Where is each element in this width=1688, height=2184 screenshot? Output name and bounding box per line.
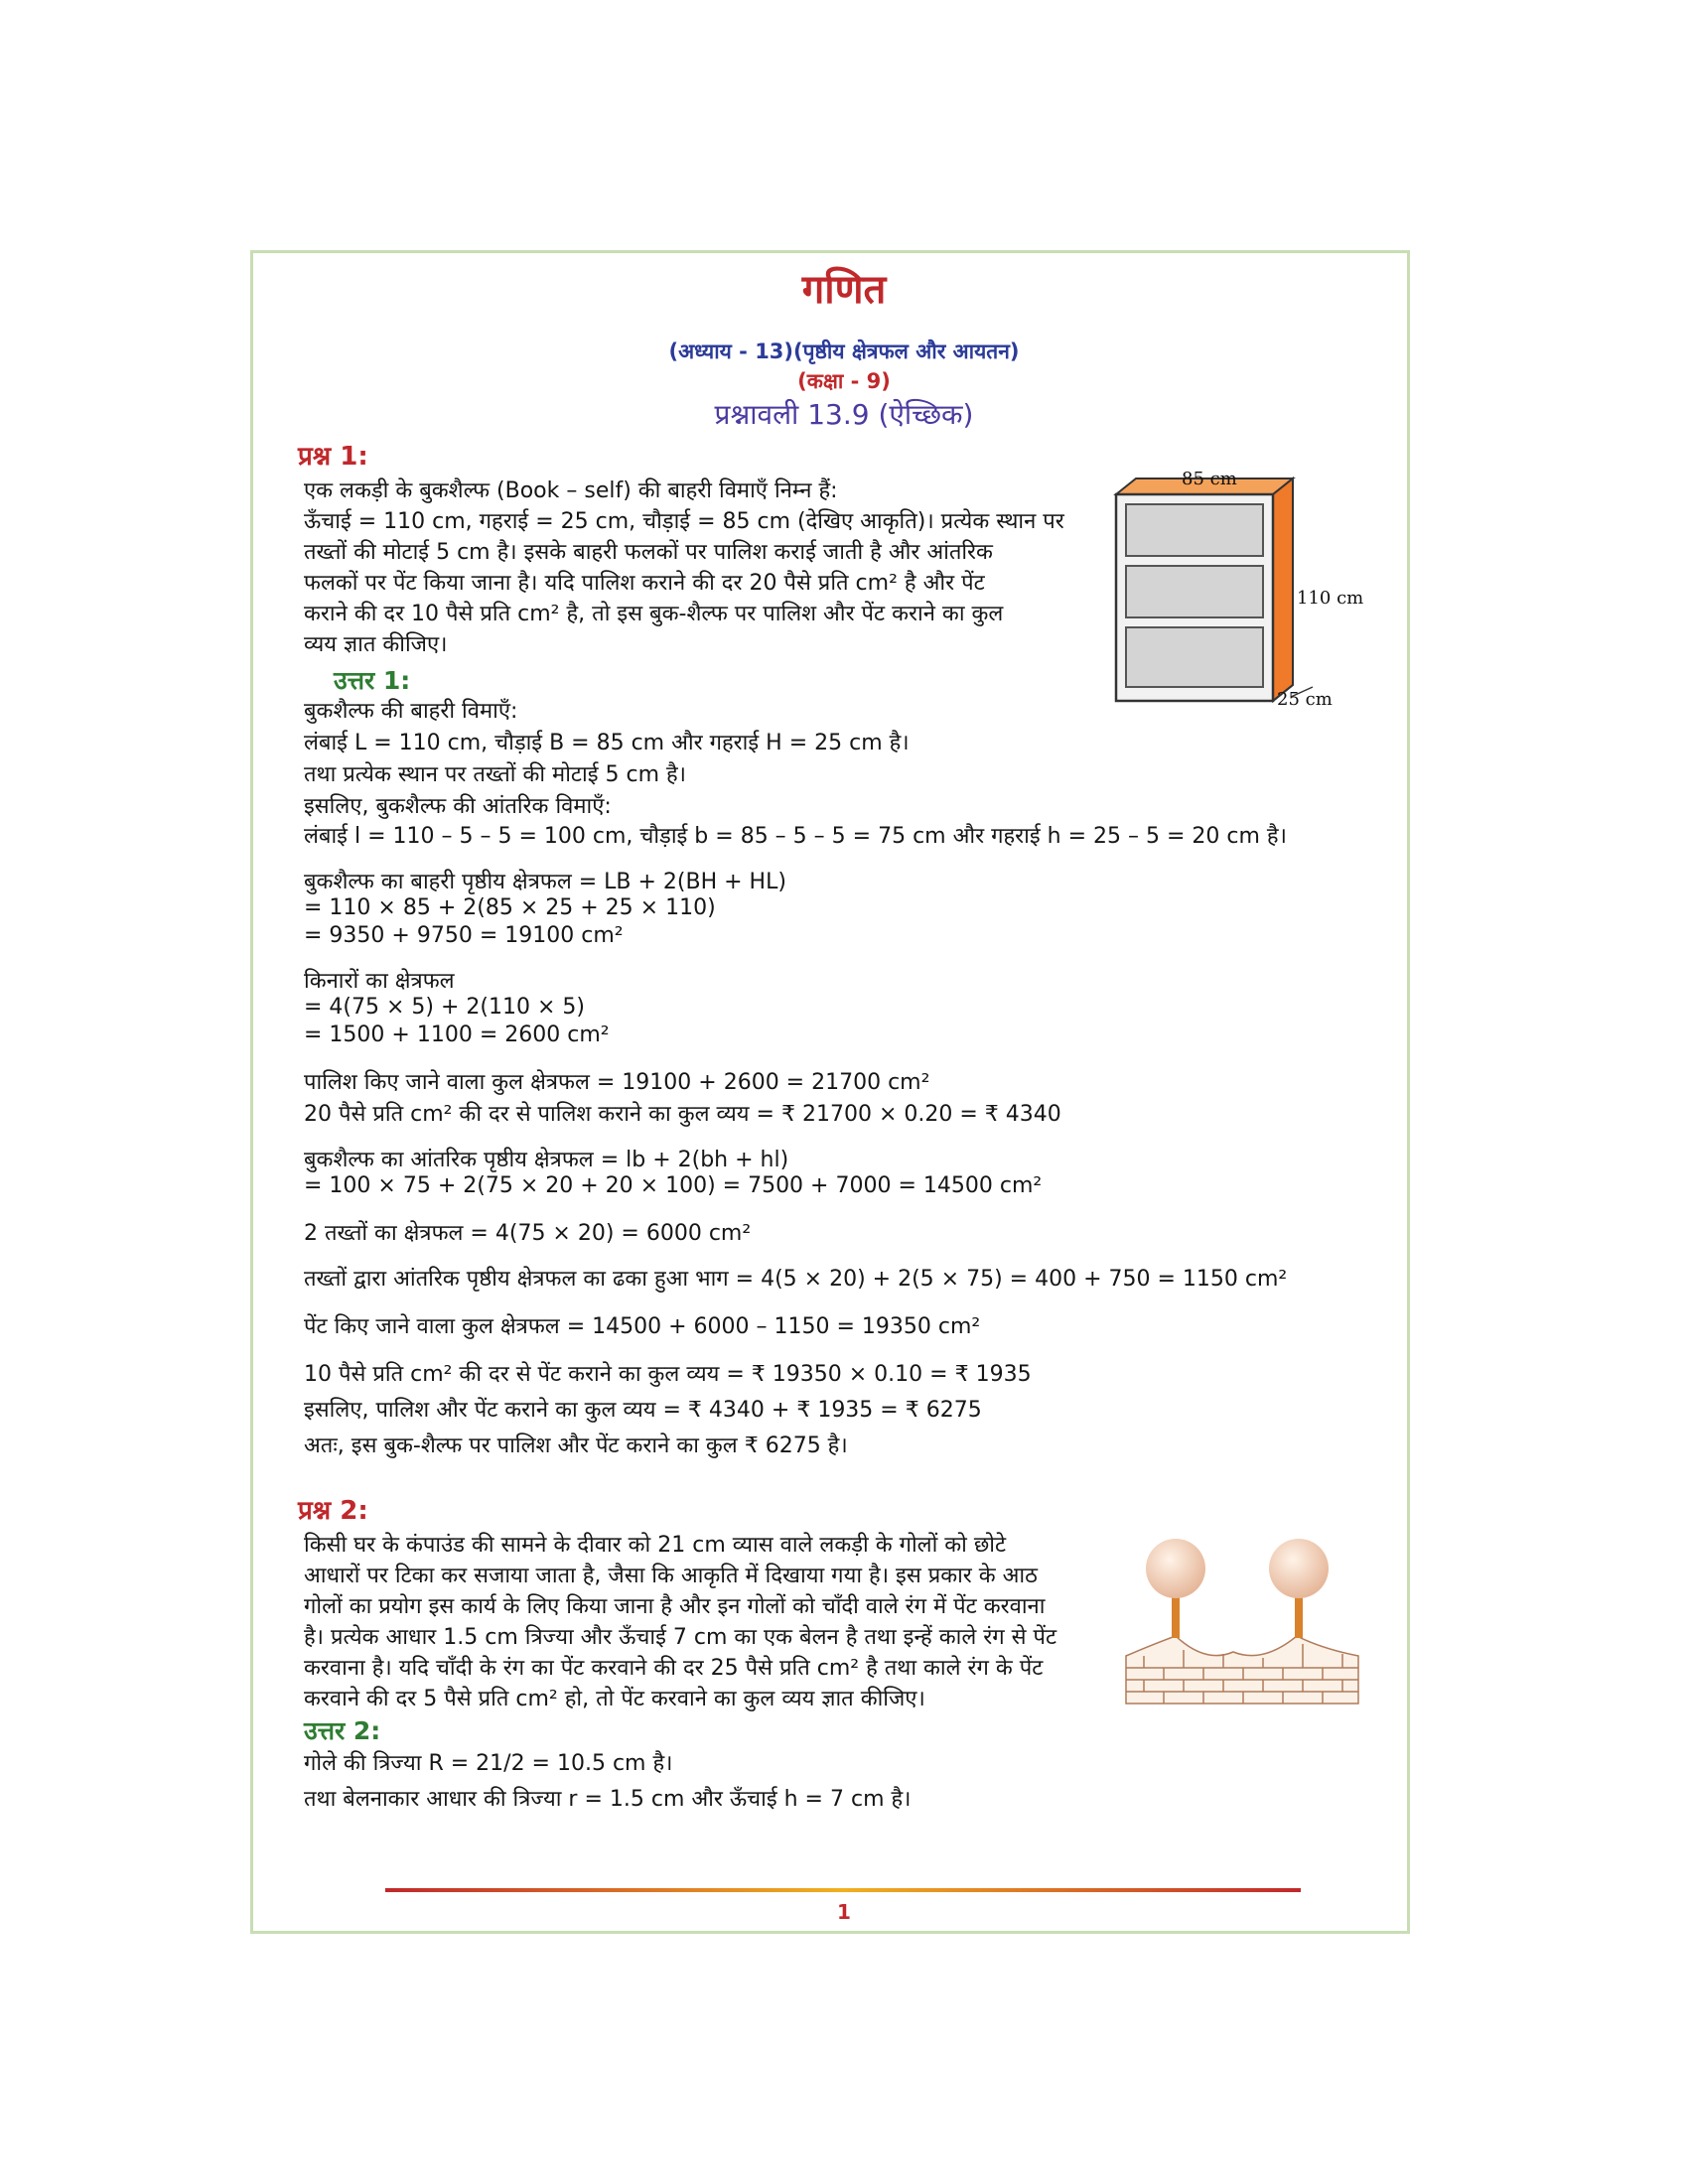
answer-1-line: बुकशैल्फ का बाहरी पृष्ठीय क्षेत्रफल = LB + 2(BH + HL)	[304, 870, 786, 894]
wall-spheres-figure	[1124, 1515, 1362, 1713]
cylinder-support	[1172, 1594, 1180, 1638]
answer-1-line: बुकशैल्फ की बाहरी विमाएँ:	[304, 699, 518, 724]
question-1-heading: प्रश्न 1:	[298, 442, 368, 472]
height-label: 110 cm	[1297, 588, 1364, 609]
answer-1-line: = 1500 + 1100 = 2600 cm²	[304, 1023, 610, 1047]
question-2-line: करवाने की दर 5 पैसे प्रति cm² हो, तो पेंट करवाने का कुल व्यय ज्ञात कीजिए।	[304, 1687, 925, 1711]
question-1-line: फलकों पर पेंट किया जाना है। यदि पालिश कराने की दर 20 पैसे प्रति cm² है और पेंट	[304, 571, 985, 596]
wooden-sphere	[1269, 1539, 1329, 1598]
answer-1-line: = 110 × 85 + 2(85 × 25 + 25 × 110)	[304, 895, 716, 920]
answer-1-line: = 100 × 75 + 2(75 × 20 + 20 × 100) = 7500 + 7000 = 14500 cm²	[304, 1173, 1043, 1198]
answer-1-line: अतः, इस बुक-शैल्फ पर पालिश और पेंट कराने का कुल ₹ 6275 है।	[304, 1433, 848, 1458]
question-2-line: करवाना है। यदि चाँदी के रंग का पेंट करवाने की दर 25 पैसे प्रति cm² है तथा काले रंग के पेंट	[304, 1656, 1044, 1681]
class-label: (कक्षा - 9)	[797, 369, 891, 393]
exercise-title: प्रश्नावली 13.9 (ऐच्छिक)	[714, 398, 974, 431]
answer-1-line: 2 तख्तों का क्षेत्रफल = 4(75 × 20) = 6000 cm²	[304, 1221, 752, 1246]
answer-1-line: इसलिए, बुकशैल्फ की आंतरिक विमाएँ:	[304, 794, 612, 819]
answer-1-line: पेंट किए जाने वाला कुल क्षेत्रफल = 14500 + 6000 – 1150 = 19350 cm²	[304, 1314, 981, 1339]
question-1-line: ऊँचाई = 110 cm, गहराई = 25 cm, चौड़ाई = 85 cm (देखिए आकृति)। प्रत्येक स्थान पर	[304, 509, 1064, 534]
question-2-heading: प्रश्न 2:	[298, 1496, 368, 1526]
wooden-sphere	[1146, 1539, 1205, 1598]
answer-1-heading: उत्तर 1:	[334, 666, 411, 695]
question-2-line: गोलों का प्रयोग इस कार्य के लिए किया जाना है और इन गोलों को चाँदी वाले रंग में पेंट करवाना	[304, 1594, 1046, 1619]
cylinder-support	[1295, 1594, 1303, 1638]
answer-1-line: = 4(75 × 5) + 2(110 × 5)	[304, 995, 585, 1020]
question-2-line: है। प्रत्येक आधार 1.5 cm त्रिज्या और ऊँचाई 7 cm का एक बेलन है तथा इन्हें काले रंग से पेंट	[304, 1625, 1057, 1650]
question-1-line: एक लकड़ी के बुकशैल्फ (Book – self) की बाहरी विमाएँ निम्न हैं:	[304, 478, 838, 503]
brick-wall	[1126, 1636, 1358, 1704]
question-2-line: आधारों पर टिका कर सजाया जाता है, जैसा कि आकृति में दिखाया गया है। इस प्रकार के आठ	[304, 1564, 1038, 1588]
answer-1-line: बुकशैल्फ का आंतरिक पृष्ठीय क्षेत्रफल = lb + 2(bh + hl)	[304, 1148, 789, 1172]
shelf-compartment	[1126, 566, 1263, 617]
depth-label: 25 cm	[1277, 689, 1333, 710]
answer-1-line: पालिश किए जाने वाला कुल क्षेत्रफल = 19100 + 2600 = 21700 cm²	[304, 1070, 930, 1095]
answer-2-line: तथा बेलनाकार आधार की त्रिज्या r = 1.5 cm और ऊँचाई h = 7 cm है।	[304, 1787, 912, 1812]
subject-title: गणित	[801, 267, 887, 313]
answer-1-line: 10 पैसे प्रति cm² की दर से पेंट कराने का कुल व्यय = ₹ 19350 × 0.10 = ₹ 1935	[304, 1362, 1032, 1387]
answer-1-line: इसलिए, पालिश और पेंट कराने का कुल व्यय = ₹ 4340 + ₹ 1935 = ₹ 6275	[304, 1398, 982, 1423]
shelf-compartment	[1126, 627, 1263, 687]
answer-1-line: किनारों का क्षेत्रफल	[304, 969, 455, 994]
footer-divider	[385, 1888, 1301, 1892]
answer-1-line: तख्तों द्वारा आंतरिक पृष्ठीय क्षेत्रफल का ढका हुआ भाग = 4(5 × 20) + 2(5 × 75) = 400 + 750 = 1150 cm²	[304, 1267, 1288, 1292]
page-number: 1	[837, 1900, 851, 1924]
question-2-line: किसी घर के कंपाउंड की सामने के दीवार को 21 cm व्यास वाले लकड़ी के गोलों को छोटे	[304, 1533, 1007, 1558]
answer-1-line: लंबाई L = 110 cm, चौड़ाई B = 85 cm और गहराई H = 25 cm है।	[304, 731, 910, 755]
question-1-line: कराने की दर 10 पैसे प्रति cm² है, तो इस बुक-शैल्फ पर पालिश और पेंट कराने का कुल	[304, 602, 1004, 626]
answer-1-line: लंबाई l = 110 – 5 – 5 = 100 cm, चौड़ाई b = 85 – 5 – 5 = 75 cm और गहराई h = 25 – 5 = 20 cm है।	[304, 824, 1287, 849]
bookshelf-side-face	[1273, 478, 1293, 701]
width-label: 85 cm	[1182, 469, 1237, 489]
question-1-line: व्यय ज्ञात कीजिए।	[304, 632, 448, 657]
question-1-line: तख्तों की मोटाई 5 cm है। इसके बाहरी फलकों पर पालिश कराई जाती है और आंतरिक	[304, 540, 993, 565]
answer-1-line: = 9350 + 9750 = 19100 cm²	[304, 923, 624, 948]
answer-1-line: तथा प्रत्येक स्थान पर तख्तों की मोटाई 5 cm है।	[304, 762, 687, 787]
answer-2-line: गोले की त्रिज्या R = 21/2 = 10.5 cm है।	[304, 1751, 673, 1776]
answer-2-heading: उत्तर 2:	[304, 1716, 381, 1745]
chapter-title: (अध्याय - 13)(पृष्ठीय क्षेत्रफल और आयतन)	[668, 340, 1020, 363]
shelf-compartment	[1126, 504, 1263, 556]
answer-1-line: 20 पैसे प्रति cm² की दर से पालिश कराने का कुल व्यय = ₹ 21700 × 0.20 = ₹ 4340	[304, 1102, 1061, 1127]
